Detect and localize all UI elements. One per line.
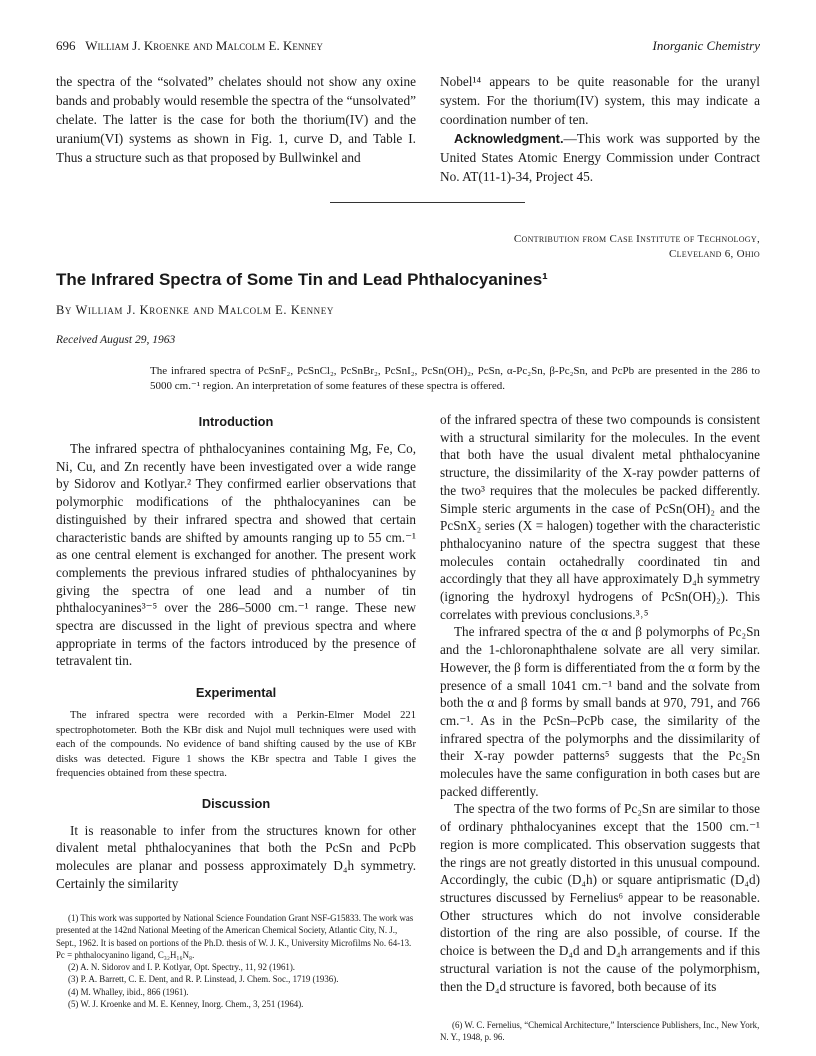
- introduction-text: The infrared spectra of phthalocyanines containing Mg, Fe, Co, Ni, Cu, and Zn recently have been investigated over a wide range by Sidorov and Kotlyar.² They confirmed earlier observations that polymorphic modifications of the phthalocyanines can be distinguished by their infrared spectra and showed that certain characteristic bands are shifted by amounts ranging up to 55 cm.⁻¹ as one central element is exchanged for another. The present work complements the previous infrared studies of phthalocyanines by giving the spectra of one lead and a number of tin phthalocyanines³⁻⁵ over the 286–5000 cm.⁻¹ range. These new spectra are discussed in the light of previous spectra and where appropriate in terms of the factors introduced by the presence of tetravalent tin.: [56, 441, 416, 669]
- footnotes-right: [440, 1019, 760, 1044]
- previous-article-text-left: the spectra of the “solvated” chelates should not show any oxine bands and probably would resemble the spectra of the “unsolvated” chelate. The latter is the case for both the thorium(IV) and the uranium(VI) systems as shown in Fig. 1, curve D, and Table I. Thus a structure such as that proposed by Bullwinkel and: [56, 74, 416, 165]
- previous-article-continuation: Nobel¹⁴ appears to be quite reasonable for the uranyl system. For the thorium(IV) system, this may indicate a coordination number of ten.: [440, 74, 760, 127]
- right-column: [440, 411, 760, 995]
- footnote-1: (1) This work was supported by National Science Foundation Grant NSF-G15833. The work was presented at the 142nd National Meeting of the American Chemical Society, Atlantic City, N. J., Sept., 1962. It is based on portions of the Ph.D. thesis of W. J. K., University Microfilms No. 64-13. Pc = phthalocyanino ligand, C₃₂H₁₆N₈.: [56, 913, 414, 960]
- discussion-paragraph-3: The spectra of the two forms of Pc₂Sn are similar to those of ordinary phthalocyanines except that the 1500 cm.⁻¹ region is more complicated. This observation suggests that the rings are not greatly distorted in this unusual compound. Accordingly, the cubic (D₄h) or square antiprismatic (D₄d) structures discussed by Fernelius⁶ appear to be reasonable. Other structures which do not involve considerable distortion of the ring are also possible, of course. If the choice is between the D₄d and D₄h arrangements and if this structural variation is not the cause of the polymorphism, then the D₄d structure is favored, both because of its: [440, 801, 760, 994]
- acknowledgment-text: —This work was supported by the United States Atomic Energy Commission under Contract No. AT(11-1)-34, Project 45.: [440, 131, 760, 184]
- footnote-5: (5) W. J. Kroenke and M. E. Kenney, Inorg. Chem., 3, 251 (1964).: [68, 999, 304, 1010]
- abstract: The infrared spectra of PcSnF₂, PcSnCl₂, PcSnBr₂, PcSnI₂, PcSn(OH)₂, PcSn, α-Pc₂Sn, β-Pc₂Sn, and PcPb are presented in the 286 to 5000 cm.⁻¹ region. An interpretation of some features of these spectra is offered.: [150, 365, 760, 392]
- received-date: Received August 29, 1963: [56, 334, 176, 346]
- discussion-paragraph-1: of the infrared spectra of these two compounds is consistent with a structural similarity for the molecules. In the event that both have the usual divalent metal phthalocyanine structure, the dissimilarity of the X-ray powder patterns of the two³ requires that the molecules be packed differently. Simple steric arguments in the case of PcSn(OH)₂ and the PcSnX₂ series (X = halogen) together with the characteristic phthalocyanino nature of the spectra suggest that these molecules contain octahedrally coordinated tin and accordingly that they all have approximately D₄h symmetry (ignoring the hydroxyl hydrogens of PcSn(OH)₂). This correlates with previous conclusions.³˒⁵: [440, 412, 760, 622]
- experimental-text: The infrared spectra were recorded with a Perkin-Elmer Model 221 spectrophotometer. Both the KBr disk and Nujol mull techniques were used with each of the compounds. No evidence of band shifting caused by the use of KBr disks was detected. Figure 1 shows the KBr spectra and Table I gives the frequencies obtained from these spectra.: [56, 710, 416, 780]
- article-separator-rule: [330, 202, 525, 203]
- acknowledgment-heading: Acknowledgment.: [454, 131, 564, 146]
- introduction-heading: Introduction: [198, 414, 274, 429]
- footnote-4: (4) M. Whalley, ibid., 866 (1961).: [68, 986, 189, 997]
- contribution-line-1: Contribution from Case Institute of Technology,: [513, 233, 760, 245]
- discussion-text: It is reasonable to infer from the structures known for other divalent metal phthalocyanines that both the PcSn and PcPb molecules are planar and possess approximately D₄h symmetry. Certainly the similarity: [56, 822, 416, 891]
- article-byline: By William J. Kroenke and Malcolm E. Kenney: [56, 303, 334, 317]
- contribution-line-2: Cleveland 6, Ohio: [668, 248, 760, 260]
- contribution-affiliation: [340, 232, 760, 262]
- header-page-number: 696 William J. Kroenke and Malcolm E. Kenney: [56, 38, 323, 53]
- footnote-6: (6) W. C. Fernelius, “Chemical Architecture,” Interscience Publishers, Inc., New York, N. Y., 1948, p. 96.: [440, 1020, 760, 1043]
- discussion-paragraph-2: The infrared spectra of the α and β polymorphs of Pc₂Sn and the 1-chloronaphthalene solvate are all very similar. However, the β form is differentiated from the α form by the presence of a small 1041 cm.⁻¹ band and the solvate from both the α and β forms by small bands at 970, 791, and 766 cm.⁻¹. As in the PcSn–PcPb case, the similarity of the infrared spectra of the polymorphs and the dissimilarity of their X-ray powder patterns⁵ suggests that the Pc₂Sn molecules have the same configuration in both cases but are packed differently.: [440, 624, 760, 799]
- left-column: [56, 414, 416, 892]
- acknowledgment: [440, 129, 760, 186]
- article-title: The Infrared Spectra of Some Tin and Lead Phthalocyanines¹: [56, 270, 548, 289]
- running-header: [56, 38, 760, 60]
- header-journal-name: Inorganic Chemistry: [652, 38, 760, 53]
- experimental-heading: Experimental: [195, 685, 277, 701]
- header-authors: William J. Kroenke and Malcolm E. Kenney: [85, 38, 323, 53]
- previous-article-text-right: [440, 72, 760, 186]
- footnotes-left: [56, 912, 416, 1010]
- footnote-2: (2) A. N. Sidorov and I. P. Kotlyar, Opt. Spectry., 11, 92 (1961).: [68, 962, 295, 973]
- discussion-heading: Discussion: [201, 795, 271, 811]
- footnote-3: (3) P. A. Barrett, C. E. Dent, and R. P. Linstead, J. Chem. Soc., 1719 (1936).: [68, 974, 339, 985]
